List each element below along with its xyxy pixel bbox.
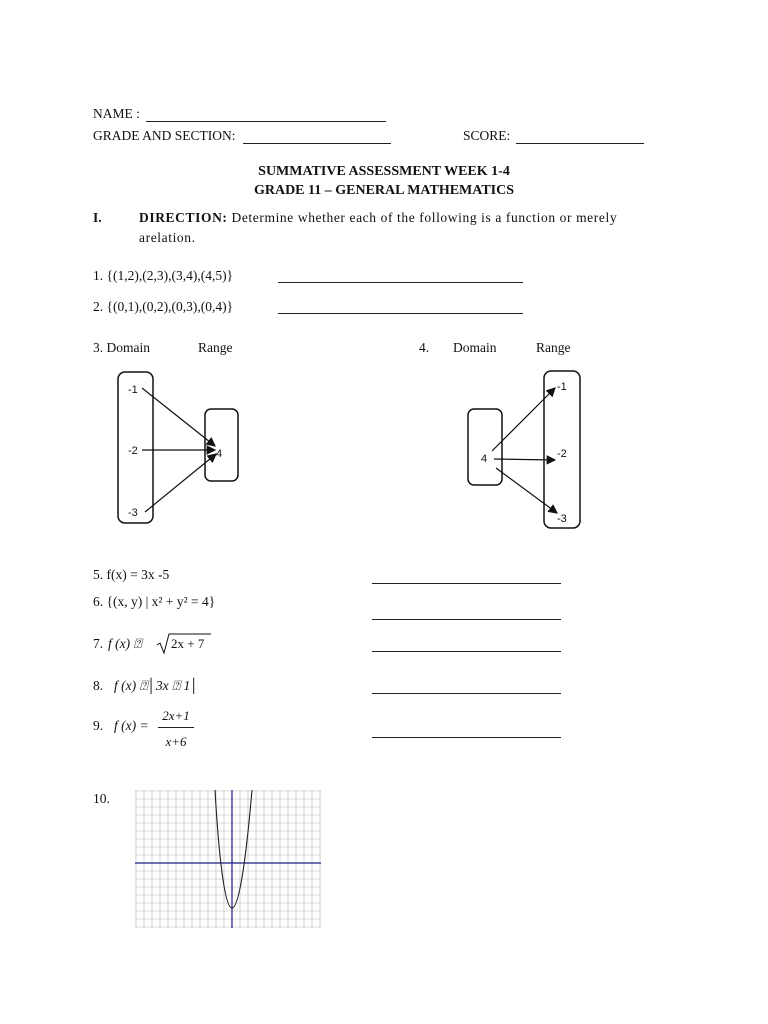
domain-box [468,409,502,485]
question-8-number: 8. [93,678,104,693]
question-1: 1. {(1,2),(2,3),(3,4),(4,5)} [93,268,234,283]
score-label: SCORE: [463,128,511,143]
mapping-diagram-3 [100,360,260,540]
score-blank[interactable] [516,143,644,144]
answer-6-blank[interactable] [372,619,561,620]
mapping-arrow [494,459,555,460]
fraction-bar [158,727,194,728]
answer-7-blank[interactable] [372,651,561,652]
direction-label: DIRECTION: [139,210,228,225]
answer-1-blank[interactable] [278,282,523,283]
domain-value: -1 [128,384,138,396]
answer-9-blank[interactable] [372,737,561,738]
answer-5-blank[interactable] [372,583,561,584]
question-9-numerator: 2x+1 [162,708,190,723]
question-3-range-label: Range [198,340,233,355]
range-value: -1 [557,381,567,393]
mapping-arrow [145,454,216,512]
subject-title: GRADE 11 – GENERAL MATHEMATICS [253,183,515,198]
domain-value: -2 [128,445,138,457]
question-9-lhs: f (x) = [114,718,149,733]
grade-section-label: GRADE AND SECTION: [93,128,236,143]
question-7-number: 7. [93,636,104,651]
grade-section-blank[interactable] [243,143,391,144]
domain-value: -3 [128,507,138,519]
range-value: 4 [216,448,223,460]
section-numeral: I. [93,210,102,225]
question-4-range-label: Range [536,340,571,355]
parabola-curve [215,790,252,908]
question-7-lhs: f (x) ⍰ [108,636,142,651]
question-6: 6. {(x, y) | x² + y² = 4} [93,594,216,609]
mapping-arrow [496,468,557,513]
direction-body: Determine whether each of the following is a function or merely arelation. [139,210,618,245]
name-blank[interactable] [146,121,386,122]
range-value: -2 [557,448,567,460]
name-label: NAME : [93,106,140,121]
question-4-domain-label: Domain [453,340,497,355]
question-9-number: 9. [93,718,104,733]
question-9-denominator: x+6 [165,734,187,749]
answer-8-blank[interactable] [372,693,561,694]
assessment-title: SUMMATIVE ASSESSMENT WEEK 1-4 [258,164,510,179]
question-3-domain-label: 3. Domain [93,340,150,355]
question-2: 2. {(0,1),(0,2),(0,3),(0,4)} [93,299,234,314]
question-4-number: 4. [419,340,430,355]
answer-2-blank[interactable] [278,313,523,314]
range-box [205,409,238,481]
question-10-number: 10. [93,791,110,806]
question-7-radicand: 2x + 7 [171,636,205,651]
question-5: 5. f(x) = 3x -5 [93,567,170,582]
parabola-graph [135,790,321,928]
direction-text [139,208,635,248]
domain-value: 4 [481,453,488,465]
mapping-diagram-4 [460,365,600,540]
range-value: -3 [557,513,567,525]
question-8-expression: f (x) ⍰│3x ⍰ 1│ [114,678,199,693]
